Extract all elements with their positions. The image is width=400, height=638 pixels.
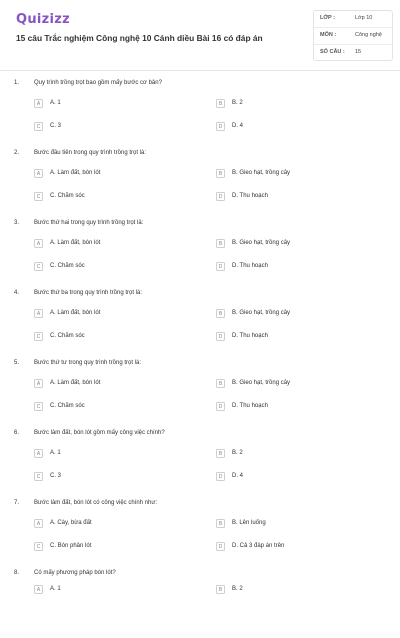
- option-text: B. 2: [232, 450, 243, 456]
- option-text: D. Thu hoạch: [232, 333, 268, 339]
- option-text: A. Làm đất, bón lót: [50, 310, 101, 316]
- option-letter-box: A: [34, 99, 43, 108]
- question-item: [0, 148, 400, 218]
- question-item: [0, 218, 400, 288]
- question-text: Bước làm đất, bón lót có công việc chính như:: [34, 500, 158, 506]
- option-text: C. Bón phân lót: [50, 543, 92, 549]
- option-letter-box: B: [216, 379, 225, 388]
- option-text: D. Thu hoạch: [232, 263, 268, 269]
- option-letter-box: C: [34, 262, 43, 271]
- option-letter-box: C: [34, 122, 43, 131]
- option-letter-box: C: [34, 472, 43, 481]
- option-letter-box: B: [216, 309, 225, 318]
- option-text: D. 4: [232, 123, 244, 129]
- question-text: Bước thứ hai trong quy trình trồng trọt là:: [34, 220, 144, 226]
- option-letter-box: C: [34, 542, 43, 551]
- option-letter-box: D: [216, 472, 225, 481]
- option-text: D. 4: [232, 473, 244, 479]
- option-letter-box: A: [34, 449, 43, 458]
- option-text: C. Chăm sóc: [50, 193, 85, 199]
- quizizz-logo[interactable]: Quizizz: [16, 12, 71, 27]
- option-letter-box: D: [216, 122, 225, 131]
- question-item: [0, 428, 400, 498]
- question-item: [0, 568, 400, 638]
- option-letter-box: B: [216, 449, 225, 458]
- question-number: 4.: [14, 290, 20, 296]
- option-letter-box: B: [216, 519, 225, 528]
- option-letter-box: A: [34, 239, 43, 248]
- question-number: 5.: [14, 360, 20, 366]
- option-text: A. Làm đất, bón lót: [50, 240, 101, 246]
- option-letter-box: B: [216, 585, 225, 594]
- question-text: Bước đầu tiên trong quy trình trồng trọt là:: [34, 150, 147, 156]
- option-letter-box: B: [216, 169, 225, 178]
- question-list: [0, 78, 400, 638]
- option-letter-box: D: [216, 332, 225, 341]
- option-text: D. Thu hoạch: [232, 403, 268, 409]
- meta-label: SỐ CÂU :: [320, 49, 345, 55]
- option-text: B. Gieo hạt, trồng cây: [232, 380, 291, 386]
- meta-row-subject: [314, 28, 392, 45]
- question-number: 1.: [14, 80, 20, 86]
- question-item: [0, 288, 400, 358]
- option-text: B. Gieo hạt, trồng cây: [232, 170, 291, 176]
- question-text: Bước thứ ba trong quy trình trồng trọt là:: [34, 290, 143, 296]
- option-text: D. Thu hoạch: [232, 193, 268, 199]
- option-text: B. 2: [232, 100, 243, 106]
- question-item: [0, 358, 400, 428]
- question-number: 7.: [14, 500, 20, 506]
- option-letter-box: B: [216, 239, 225, 248]
- option-text: C. Chăm sóc: [50, 263, 85, 269]
- option-letter-box: A: [34, 379, 43, 388]
- question-text: Bước thứ tư trong quy trình trồng trọt là:: [34, 360, 142, 366]
- option-text: A. Làm đất, bón lót: [50, 380, 101, 386]
- option-letter-box: C: [34, 192, 43, 201]
- option-text: D. Cả 3 đáp án trên: [232, 543, 285, 549]
- question-text: Quy trình trồng trọt bao gồm mấy bước cơ bản?: [34, 80, 162, 86]
- option-text: C. 3: [50, 123, 62, 129]
- option-text: B. Gieo hạt, trồng cây: [232, 240, 291, 246]
- option-letter-box: C: [34, 332, 43, 341]
- option-text: C. Chăm sóc: [50, 333, 85, 339]
- option-letter-box: D: [216, 402, 225, 411]
- option-text: B. Lên luống: [232, 520, 266, 526]
- option-letter-box: D: [216, 542, 225, 551]
- option-letter-box: A: [34, 169, 43, 178]
- option-text: A. 1: [50, 450, 61, 456]
- question-number: 2.: [14, 150, 20, 156]
- option-text: B. Gieo hạt, trồng cây: [232, 310, 291, 316]
- question-item: [0, 78, 400, 148]
- option-letter-box: A: [34, 585, 43, 594]
- question-text: Có mấy phương pháp bón lót?: [34, 570, 116, 576]
- option-text: A. 1: [50, 586, 61, 592]
- option-letter-box: C: [34, 402, 43, 411]
- question-text: Bước làm đất, bón lót gồm mấy công việc chính?: [34, 430, 165, 436]
- meta-row-class: [314, 11, 392, 28]
- worksheet-meta-box: [313, 10, 393, 61]
- option-letter-box: A: [34, 309, 43, 318]
- question-number: 3.: [14, 220, 20, 226]
- option-text: A. 1: [50, 100, 61, 106]
- option-text: A. Làm đất, bón lót: [50, 170, 101, 176]
- question-number: 8.: [14, 570, 20, 576]
- worksheet-title: 15 câu Trắc nghiệm Công nghệ 10 Cánh diều Bài 16 có đáp án: [16, 33, 263, 43]
- option-text: B. 2: [232, 586, 243, 592]
- meta-value: Công nghệ: [355, 32, 382, 38]
- worksheet-header: [0, 0, 400, 71]
- meta-label: LỚP :: [320, 15, 335, 21]
- meta-value: 15: [355, 49, 362, 55]
- option-text: A. Cày, bừa đất: [50, 520, 92, 526]
- option-letter-box: A: [34, 519, 43, 528]
- option-text: C. Chăm sóc: [50, 403, 85, 409]
- option-letter-box: D: [216, 262, 225, 271]
- meta-label: MÔN :: [320, 32, 337, 38]
- option-letter-box: D: [216, 192, 225, 201]
- question-item: [0, 498, 400, 568]
- meta-row-count: [314, 45, 392, 61]
- question-number: 6.: [14, 430, 20, 436]
- option-text: C. 3: [50, 473, 62, 479]
- meta-value: Lớp 10: [355, 15, 373, 21]
- option-letter-box: B: [216, 99, 225, 108]
